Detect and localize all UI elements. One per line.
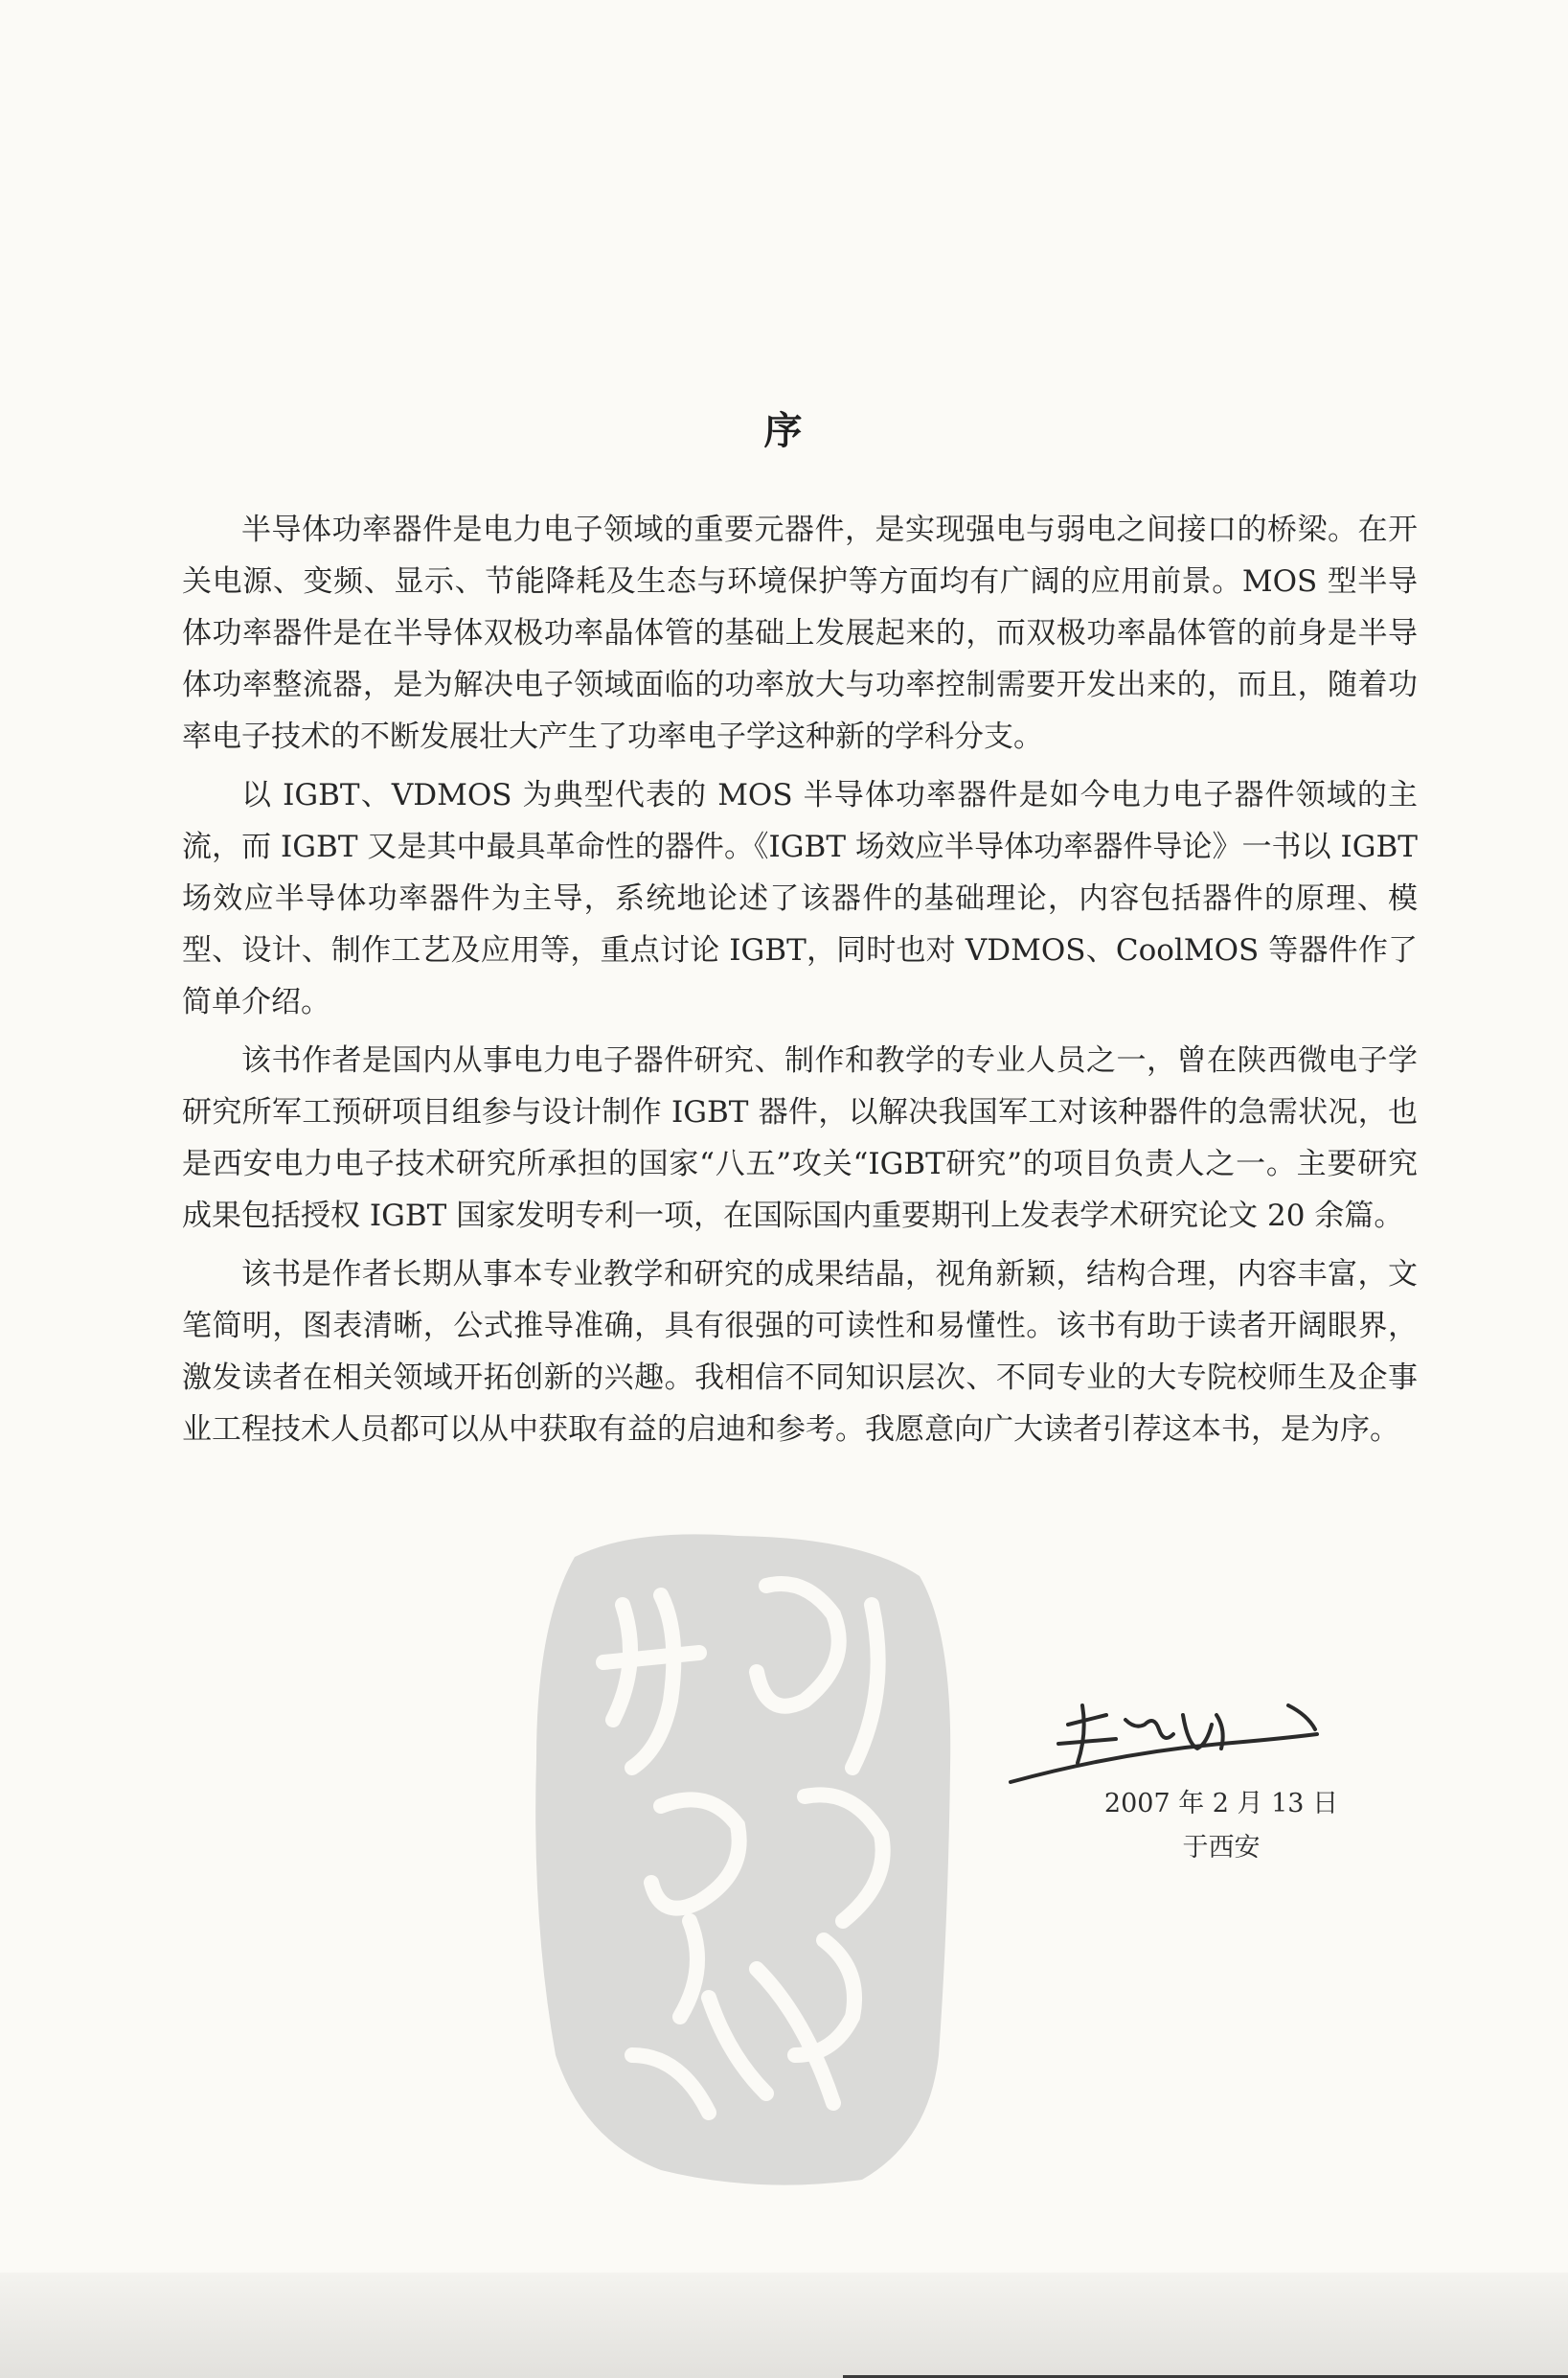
seal-watermark bbox=[517, 1519, 967, 2189]
page-bottom-shadow bbox=[0, 2273, 1568, 2378]
paragraph-1: 半导体功率器件是电力电子领域的重要元器件，是实现强电与弱电之间接口的桥梁。在开关电源、变频、显示、节能降耗及生态与环境保护等方面均有广阔的应用前景。MOS 型半导体功率器件是在半导体双极功率晶体管的基础上发展起来的，而双极功率晶体管的前身是半导体功率整流器，是为解决电子领域面临的功率放大与功率控制需要开发出来的，而且，随着功率电子技术的不断发展壮大产生了功率电子学这种新的学科分支。 bbox=[182, 513, 1418, 754]
handwritten-signature bbox=[1001, 1686, 1327, 1792]
signature-date: 2007 年 2 月 13 日 bbox=[1103, 1789, 1339, 1818]
page-title: 序 bbox=[763, 409, 805, 453]
paragraph-3: 该书作者是国内从事电力电子器件研究、制作和教学的专业人员之一，曾在陕西微电子学研究所军工预研项目组参与设计制作 IGBT 器件，以解决我国军工对该种器件的急需状况，也是西安电力电子技术研究所承担的国家“八五”攻关“IGBT研究”的项目负责人之一。主要研究成果包括授权 IGBT 国家发明专利一项，在国际国内重要期刊上发表学术研究论文 20 余篇。 bbox=[182, 1043, 1418, 1233]
paragraph-2: 以 IGBT、VDMOS 为典型代表的 MOS 半导体功率器件是如今电力电子器件领域的主流，而 IGBT 又是其中最具革命性的器件。《IGBT 场效应半导体功率器件导论》一书以 IGBT 场效应半导体功率器件为主导，系统地论述了该器件的基础理论，内容包括器件的原理、模型、设计、制作工艺及应用等，重点讨论 IGBT，同时也对 VDMOS、CoolMOS 等器件作了简单介绍。 bbox=[182, 778, 1418, 1019]
paragraph-4: 该书是作者长期从事本专业教学和研究的成果结晶，视角新颖，结构合理，内容丰富，文笔简明，图表清晰，公式推导准确，具有很强的可读性和易懂性。该书有助于读者开阔眼界，激发读者在相关领域开拓创新的兴趣。我相信不同知识层次、不同专业的大专院校师生及企事业工程技术人员都可以从中获取有益的启迪和参考。我愿意向广大读者引荐这本书，是为序。 bbox=[182, 1257, 1418, 1447]
preface-body bbox=[182, 504, 1418, 1462]
signature-place: 于西安 bbox=[1182, 1833, 1261, 1863]
